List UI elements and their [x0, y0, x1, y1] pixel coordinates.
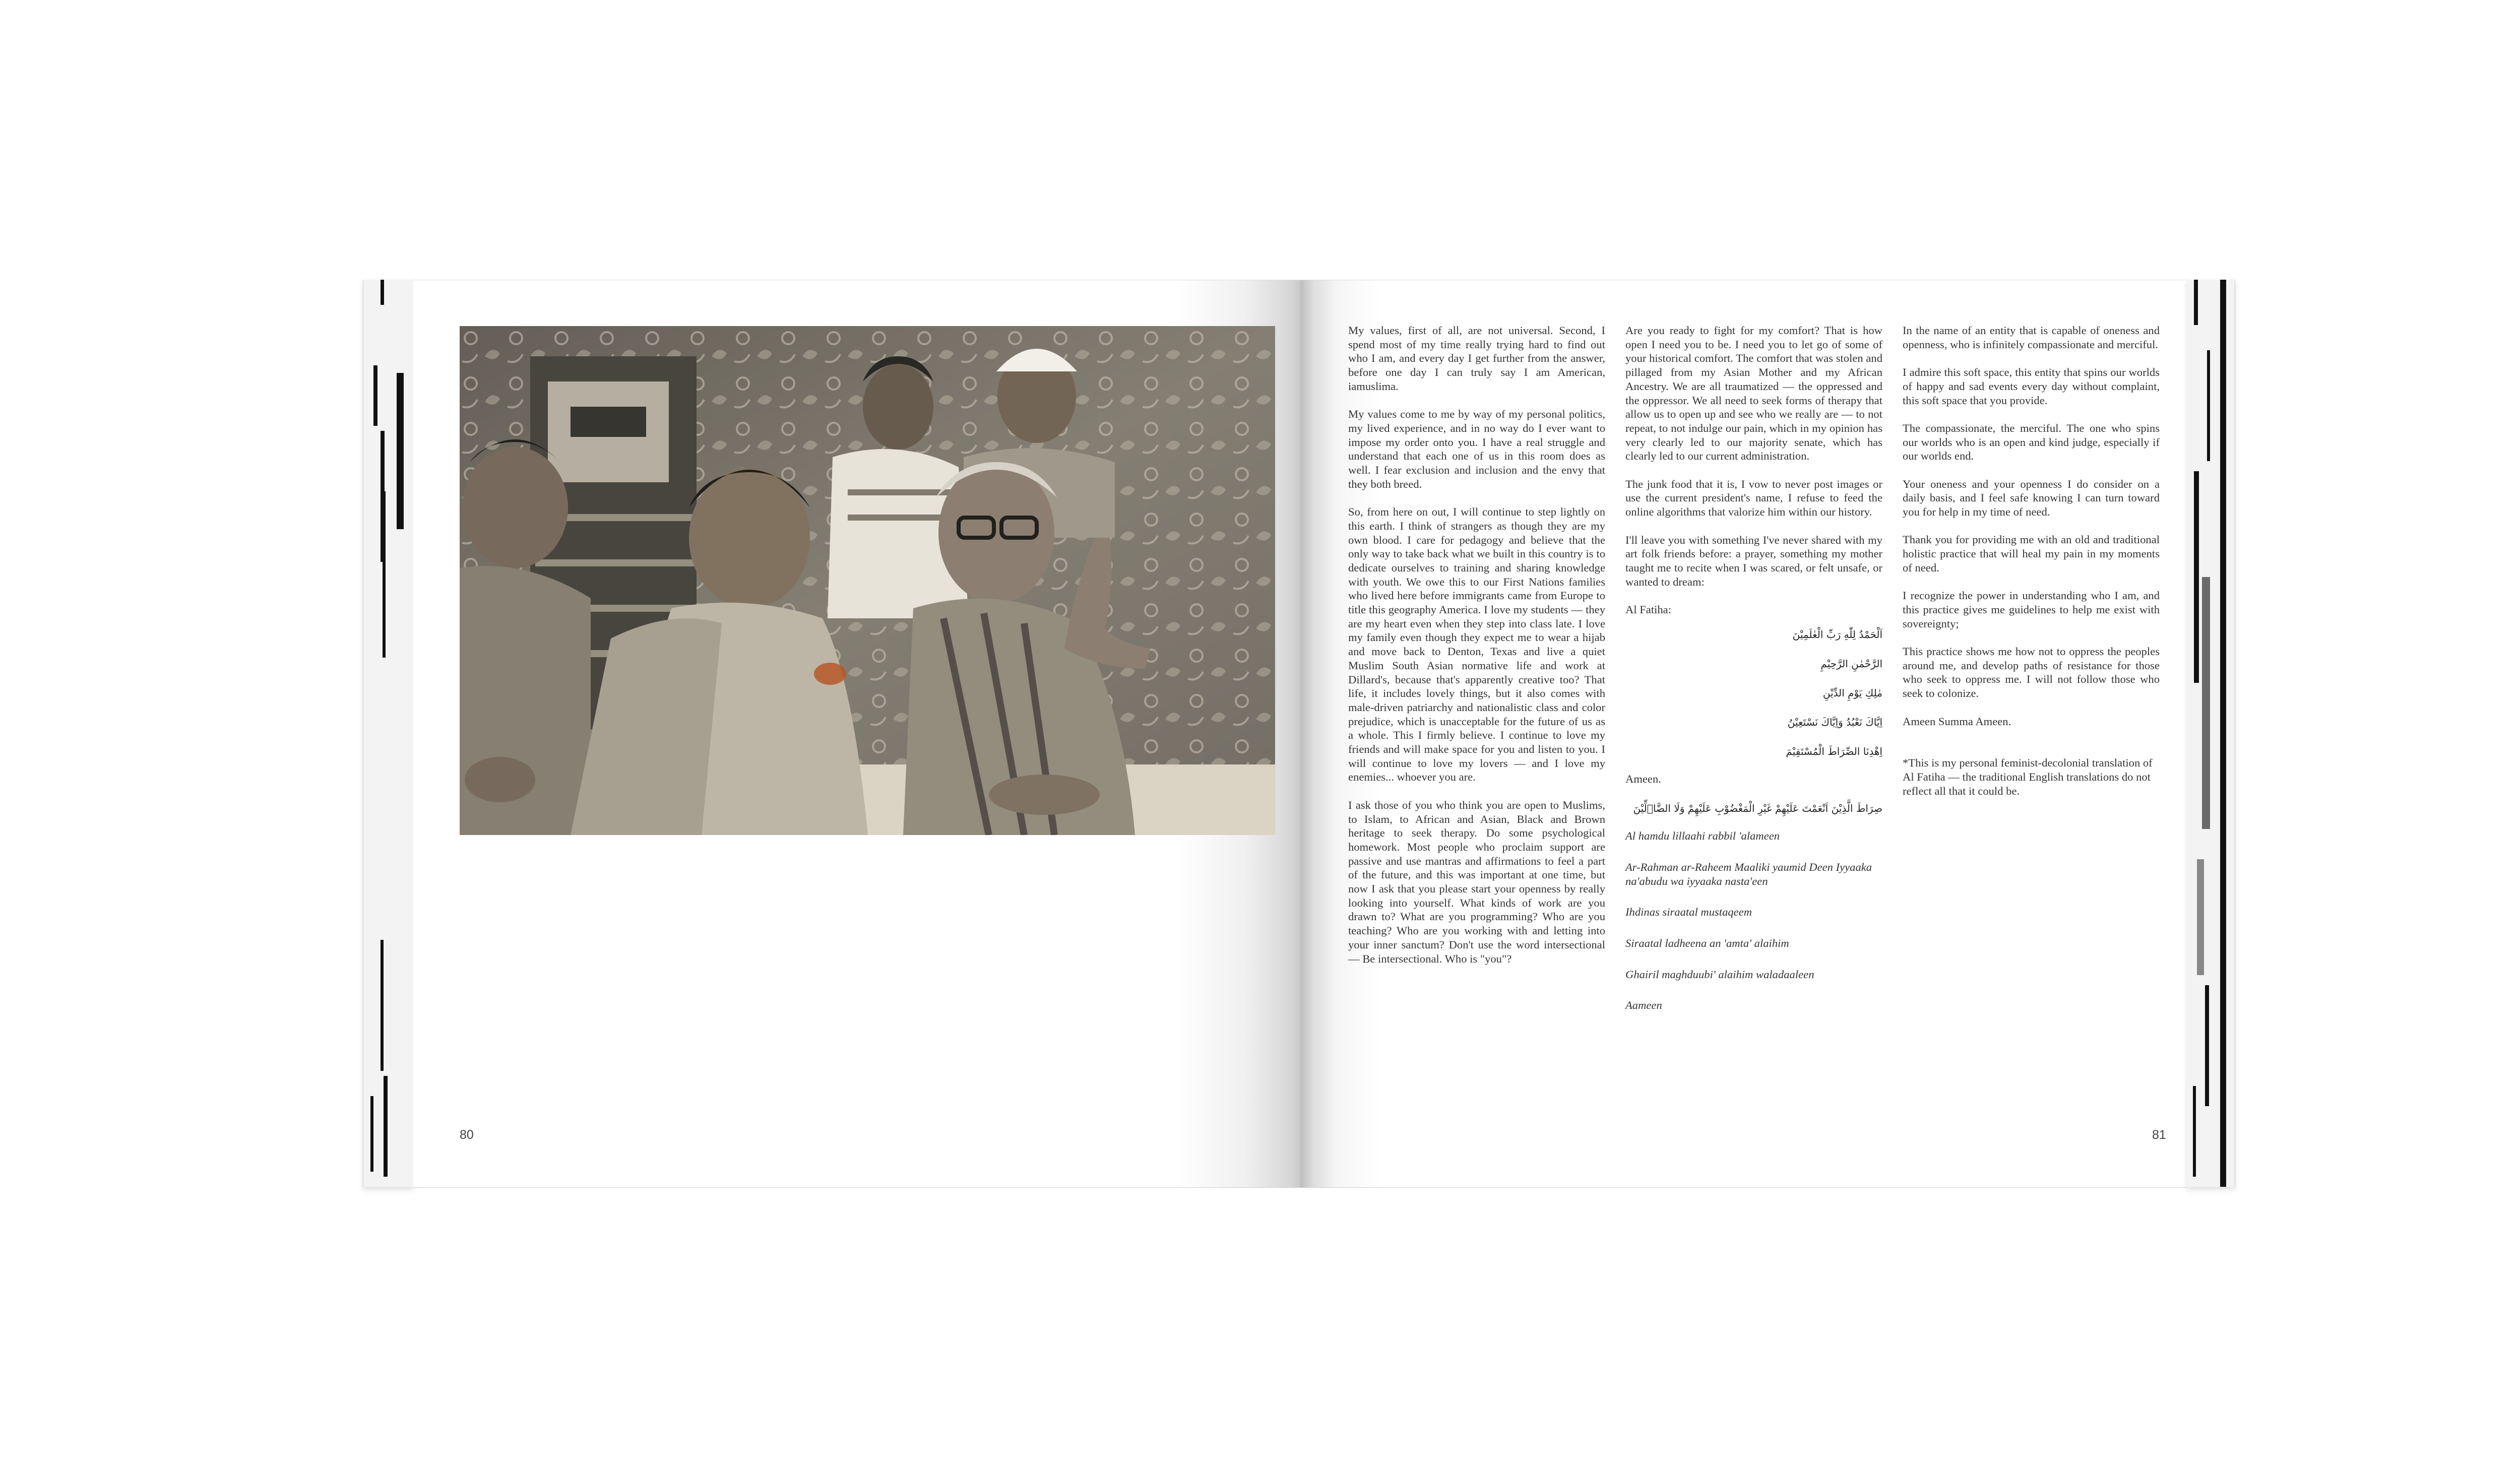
arabic-line: مٰلِكِ يَوْمِ الدِّيْنِ — [1822, 686, 1882, 699]
arabic-line: اِهْدِنَا الصِّرَاطَ الْمُسْتَقِيْمَ — [1786, 745, 1882, 757]
edge-bar — [2193, 1086, 2196, 1177]
page-number-left: 80 — [460, 1128, 474, 1142]
paragraph: Thank you for providing me with an old and traditional holistic practice that will heal my pain in my moments of need. — [1903, 533, 2160, 574]
edge-bar — [2194, 471, 2199, 683]
text-column-2 — [1625, 324, 1882, 1012]
transliteration-line: Siraatal ladheena an 'amta' alaihim — [1625, 936, 1789, 949]
edge-bar — [2220, 280, 2226, 1187]
arabic-line: اِيَّاكَ نَعْبُدُ وَاِيَّاكَ نَسْتَعِيْنُ — [1787, 716, 1882, 728]
paragraph: I ask those of you who think you are open to Muslims, to Islam, to African and Asian, Black and Brown heritage to seek therapy. Do some psychological homework. Most people who proclaim support are passive and use mantras and affirmations to feel a part of the future, and this was important at one time, but now I ask that you please start your openness by really looking into yourself. What kinds of work are you drawn to? What are you programming? Who are you teaching? Who are you working with and letting into your inner sanctum? Don't use the word intersectional — Be intersectional. Who is "you"? — [1348, 798, 1605, 965]
paragraph: This practice shows me how not to oppress the peoples around me, and develop paths of resistance for those who seek to oppress me. I will not follow those who seek to colonize. — [1903, 645, 2160, 700]
edge-bar — [2194, 280, 2198, 325]
transliteration-line: Aameen — [1625, 999, 1662, 1012]
edge-bar — [381, 280, 384, 305]
paragraph: I'll leave you with something I've never shared with my art folk friends before: a prayer, something my mother taught me to recite when I was scared, or felt unsafe, or wanted to dream: — [1625, 533, 1882, 588]
left-page — [413, 280, 1300, 1188]
transliteration-line: Ghairil maghduubi' alaihim waladaaleen — [1625, 968, 1814, 981]
arabic-line: اَلْحَمْدُ لِلّٰهِ رَبِّ الْعٰلَمِيْنَ — [1792, 628, 1882, 641]
right-page-edge — [2187, 280, 2235, 1187]
paragraph: The junk food that it is, I vow to never post images or use the current president's name, I refuse to feed the online algorithms that valorize him within our history. — [1625, 477, 1882, 519]
right-page — [1300, 280, 2187, 1188]
text-column-1 — [1348, 324, 1605, 966]
edge-bar — [2207, 350, 2210, 461]
paragraph: Are you ready to fight for my comfort? That is how open I need you to be. I need you to let go of some of your historical comfort. The comfort that was stolen and pillaged from my Asian Mother and my African Ancestry. We are all traumatized — the oppressed and the oppressor. We all need to seek forms of therapy that allow us to open up and see who we really are — to not repeat, to not indulge our pain, which in my opinion has very clearly led to our majority senate, which has clearly led to our current administration. — [1625, 324, 1882, 463]
arabic-full-verse: صِرَاطَ الَّذِيْنَ اَنْعَمْتَ عَلَيْهِمْ غَيْرِ الْمَغْضُوْبِ عَلَيْهِمْ وَلَا الضَّاۤلِّيْنَ — [1633, 802, 1882, 815]
edge-bar — [373, 365, 377, 426]
edge-bar — [384, 1076, 388, 1177]
paragraph: I recognize the power in understanding who I am, and this practice gives me guidelines to help me exist with sovereignty; — [1903, 589, 2160, 630]
ameen-text: Ameen. — [1625, 772, 1661, 785]
text-column-3 — [1903, 324, 2160, 812]
paragraph: In the name of an entity that is capable of oneness and openness, who is infinitely compassionate and merciful. — [1903, 324, 2160, 351]
edge-bar — [383, 491, 386, 658]
paragraph: Ameen Summa Ameen. — [1903, 715, 2011, 728]
edge-bar — [2202, 577, 2210, 829]
footnote: *This is my personal feminist-decolonial translation of Al Fatiha — the traditional English translations do not reflect all that it could be. — [1903, 756, 2153, 797]
transliteration-line: Ar-Rahman ar-Raheem Maaliki yaumid Deen Iyyaaka na'abudu wa iyyaaka nasta'een — [1625, 860, 1872, 887]
left-page-edge — [363, 280, 414, 1187]
edge-bar — [2205, 985, 2209, 1106]
edge-bar — [2197, 859, 2204, 975]
edge-bar — [381, 940, 384, 1071]
arabic-line: الرَّحْمٰنِ الرَّحِيْمِ — [1820, 657, 1882, 670]
transliteration-line: Ihdinas siraatal mustaqeem — [1625, 906, 1752, 919]
edge-bar — [370, 1096, 373, 1172]
paragraph: My values come to me by way of my personal politics, my lived experience, and in no way do I ever want to impose my order onto you. I have a real struggle and understand that each one of us in this room does as well. I fear exclusion and inclusion and the envy that they both breed. — [1348, 408, 1605, 490]
transliteration-line: Al hamdu lillaahi rabbil 'alameen — [1625, 829, 1780, 843]
paragraph: So, from here on out, I will continue to step lightly on this earth. I think of strangers as though they are my own blood. I care for pedagogy and believe that the only way to take back what we built in this country is to dedicate ourselves to training and sharing knowledge with youth. We owe this to our First Nations families who lived here before immigrants came from Europe to title this geography America. I love my students — they are my heart even when they step into class late. I love my family even though they expect me to wear a hijab and move back to Denton, Texas and live a quiet Muslim South Asian normative life and work at Dillard's, because that's apparently creative too? That life, it includes lovely things, but it also comes with male-driven patriarchy and nationalistic class and color prejudice, which is unacceptable for the future of us as a whole. This I firmly believe. I continue to love my friends and will make space for you and listen to you. I will continue to love my lovers — and I love my enemies... whoever you are. — [1348, 505, 1605, 784]
open-book — [363, 280, 2235, 1187]
paragraph: The compassionate, the merciful. The one who spins our worlds who is an open and kind judge, especially if our worlds end. — [1903, 421, 2160, 463]
prayer-title: Al Fatiha: — [1625, 603, 1671, 616]
paragraph: I admire this soft space, this entity that spins our worlds of happy and sad events every day without complaint, this soft space that you provide. — [1903, 366, 2160, 407]
edge-bar — [397, 373, 404, 529]
paragraph: My values, first of all, are not universal. Second, I spend most of my time really trying hard to find out who I am, and every day I get further from the answer, before one day I can truly say I am American, iamuslima. — [1348, 324, 1605, 393]
paragraph: Your oneness and your openness I do consider on a daily basis, and I feel safe knowing I can turn toward you for help in my time of need. — [1903, 477, 2160, 519]
photograph-image — [460, 326, 1275, 835]
page-number-right: 81 — [2152, 1128, 2166, 1142]
family-photograph — [460, 326, 1275, 835]
